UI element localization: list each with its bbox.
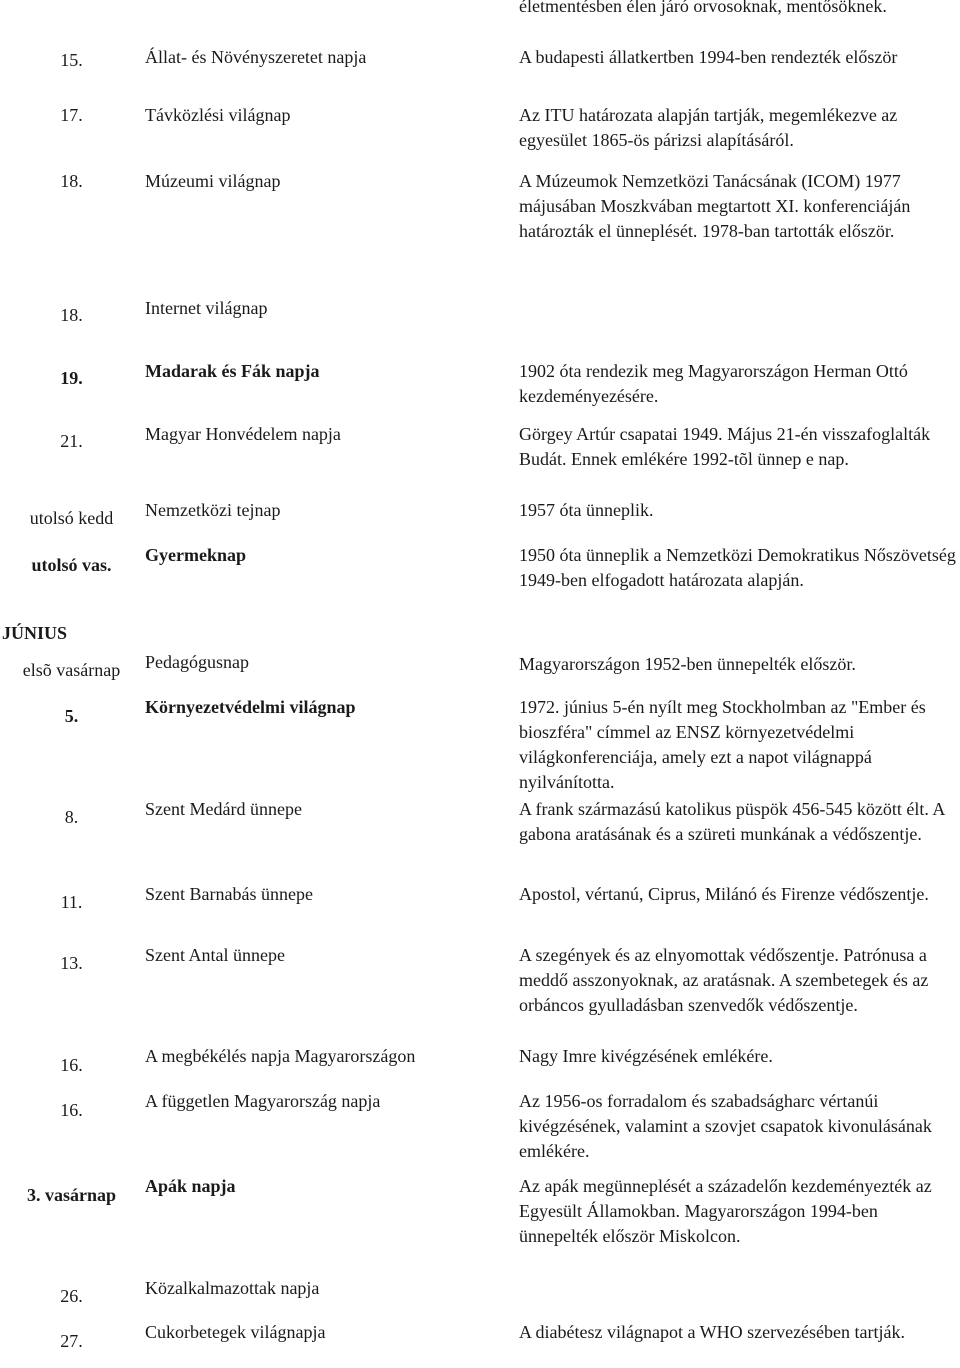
row-description: 1972. június 5-én nyílt meg Stockholmban az "Ember és bioszféra" címmel az ENSZ környezetvédelmi világkonferenciája, amely ezt a napot világnappá nyilvánította. xyxy=(519,697,926,792)
row-description: 1902 óta rendezik meg Magyarországon Herman Ottó kezdeményezésére. xyxy=(519,361,908,406)
row-name: Távközlési világnap xyxy=(145,105,291,125)
row-description: Az 1956-os forradalom és szabadságharc vértanúi kivégzésének, valamint a szovjet csapatok kivonulásának emlékére. xyxy=(519,1091,932,1161)
row-date: 11. xyxy=(60,892,83,912)
row-date: 19. xyxy=(60,368,83,388)
continued-description: életmentésben élen járó orvosoknak, mentősöknek. xyxy=(519,0,887,16)
row-name: A megbékélés napja Magyarországon xyxy=(145,1046,416,1066)
row-name: Magyar Honvédelem napja xyxy=(145,424,341,444)
row-name: Cukorbetegek világnapja xyxy=(145,1322,326,1342)
row-name: Nemzetközi tejnap xyxy=(145,500,281,520)
row-name: Apák napja xyxy=(145,1176,236,1196)
row-date: 18. xyxy=(60,305,83,325)
row-description: Apostol, vértanú, Ciprus, Milánó és Firenze védőszentje. xyxy=(519,884,929,904)
row-name: Környezetvédelmi világnap xyxy=(145,697,356,717)
row-date: 17. xyxy=(60,105,83,125)
row-name: Szent Antal ünnepe xyxy=(145,945,285,965)
row-description: Az ITU határozata alapján tartják, megemlékezve az egyesület 1865-ös párizsi alapításáról. xyxy=(519,105,898,150)
row-description: Görgey Artúr csapatai 1949. Május 21-én visszafoglalták Budát. Ennek emlékére 1992-tõl ünnep e nap. xyxy=(519,424,931,469)
row-description: A szegények és az elnyomottak védőszentje. Patrónusa a meddő asszonyoknak, az aratásnak. A szembetegek és az orbáncos gyulladásban szenvedők védőszentje. xyxy=(519,945,929,1015)
row-date: utolsó kedd xyxy=(29,508,114,528)
row-name: Szent Medárd ünnepe xyxy=(145,799,302,819)
row-description: Magyarországon 1952-ben ünnepelték először. xyxy=(519,654,856,674)
row-description: A frank származású katolikus püspök 456-545 között élt. A gabona aratásának és a szüreti munkának a védőszentje. xyxy=(519,799,945,844)
row-name: Állat- és Növényszeretet napja xyxy=(145,47,367,67)
row-description: Nagy Imre kivégzésének emlékére. xyxy=(519,1046,773,1066)
row-name: Múzeumi világnap xyxy=(145,171,281,191)
row-date: 18. xyxy=(60,171,83,191)
row-name: Internet világnap xyxy=(145,298,268,318)
month-heading: JÚNIUS xyxy=(2,623,68,643)
row-name: Szent Barnabás ünnepe xyxy=(145,884,313,904)
row-date: 13. xyxy=(60,953,83,973)
row-date: 16. xyxy=(60,1100,83,1120)
row-description: Az apák megünneplését a századelőn kezdeményezték az Egyesült Államokban. Magyarországon 1994-ben ünnepelték először Miskolcon. xyxy=(519,1176,932,1246)
row-name: Közalkalmazottak napja xyxy=(145,1278,320,1298)
row-date: 8. xyxy=(64,807,79,827)
row-description: 1957 óta ünneplik. xyxy=(519,500,654,520)
row-date: 26. xyxy=(60,1286,83,1306)
row-date: utolsó vas. xyxy=(31,555,112,575)
row-date: 27. xyxy=(60,1331,83,1351)
row-name: Madarak és Fák napja xyxy=(145,361,320,381)
row-date: 16. xyxy=(60,1055,83,1075)
row-name: Pedagógusnap xyxy=(145,652,249,672)
row-description: A diabétesz világnapot a WHO szervezésében tartják. xyxy=(519,1322,906,1342)
row-name: Gyermeknap xyxy=(145,545,246,565)
row-date: 15. xyxy=(60,50,83,70)
row-date: 3. vasárnap xyxy=(26,1185,116,1205)
row-date: elsõ vasárnap xyxy=(22,660,121,680)
row-description: A Múzeumok Nemzetközi Tanácsának (ICOM) 1977 májusában Moszkvában megtartott XI. konferenciáján határozták el ünneplését. 1978-ban tartották először. xyxy=(519,171,911,241)
row-description: 1950 óta ünneplik a Nemzetközi Demokratikus Nőszövetség 1949-ben elfogadott határozata alapján. xyxy=(519,545,956,590)
row-name: A független Magyarország napja xyxy=(145,1091,381,1111)
row-description: A budapesti állatkertben 1994-ben rendezték először xyxy=(519,47,898,67)
row-date: 5. xyxy=(64,706,79,726)
row-date: 21. xyxy=(60,431,83,451)
